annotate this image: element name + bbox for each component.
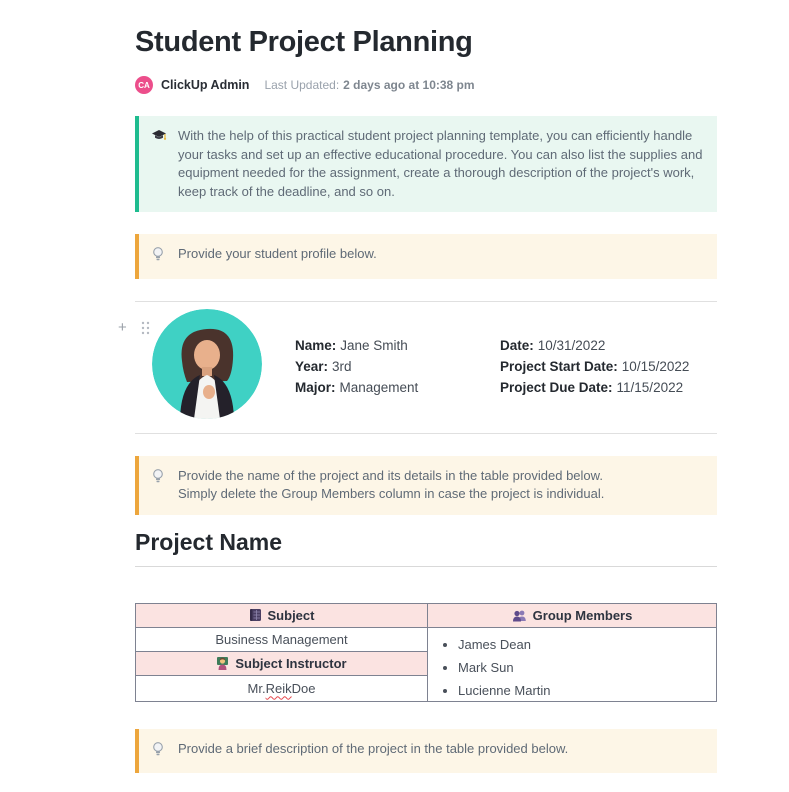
graduation-cap-icon: [151, 127, 178, 201]
group-members-list: [436, 633, 716, 702]
student-photo[interactable]: [152, 309, 262, 419]
group-member[interactable]: • Mark Sun: [458, 656, 716, 679]
book-icon: [249, 608, 262, 622]
table-header-subject[interactable]: Subject: [136, 604, 428, 628]
student-profile-section: [118, 305, 717, 433]
group-member[interactable]: • Lucienne Martin: [458, 679, 716, 702]
divider: [135, 433, 717, 434]
light-bulb-icon: [151, 740, 178, 763]
section-heading-project-name[interactable]: Project Name: [135, 529, 717, 567]
author-name[interactable]: ClickUp Admin: [161, 78, 250, 92]
callout-intro[interactable]: [135, 116, 717, 212]
profile-field: Year: 3rd: [295, 358, 352, 374]
last-updated-label: Last Updated:: [264, 78, 340, 92]
profile-fields[interactable]: [295, 335, 418, 398]
callout-project-tip-text: Provide the name of the project and its details in the table provided below. Simply delete the Group Members column in case the project is individual.: [178, 467, 605, 501]
author-avatar: CA: [135, 76, 153, 94]
table-header-group-members[interactable]: Group Members: [428, 604, 716, 628]
table-header-subject-instructor[interactable]: Subject Instructor: [136, 652, 428, 676]
profile-field: Major: Management: [295, 379, 419, 395]
table-cell-group-members[interactable]: [428, 628, 716, 701]
divider: [135, 301, 717, 302]
callout-project-tip[interactable]: [135, 456, 717, 515]
last-updated-value: 2 days ago at 10:38 pm: [343, 78, 475, 92]
callout-description-tip[interactable]: [135, 729, 717, 774]
callout-profile-tip[interactable]: [135, 234, 717, 279]
profile-date: Project Due Date: 11/15/2022: [500, 379, 684, 395]
teacher-icon: [216, 656, 229, 670]
light-bulb-icon: [151, 467, 178, 504]
callout-intro-text: With the help of this practical student project planning template, you can efficiently handle your tasks and set up an effective educational procedure. You can also list the supplies and equipment needed for the assignment, create a thorough description of the project's work, keep track of the deadline, and so on.: [178, 128, 703, 199]
page-title[interactable]: Student Project Planning: [135, 26, 473, 58]
project-table: [135, 603, 717, 702]
profile-dates[interactable]: [500, 335, 689, 398]
light-bulb-icon: [151, 245, 178, 268]
misspelled-word: Reik: [265, 680, 292, 696]
callout-profile-tip-text: Provide your student profile below.: [178, 246, 377, 261]
add-block-button[interactable]: +: [118, 318, 127, 336]
callout-description-tip-text: Provide a brief description of the project in the table provided below.: [178, 740, 569, 756]
profile-field: Name: Jane Smith: [295, 337, 408, 353]
table-cell-instructor-value[interactable]: Mr. Reik Doe: [136, 676, 428, 701]
drag-handle-icon[interactable]: [141, 321, 150, 340]
profile-date: Date: 10/31/2022: [500, 337, 606, 353]
document-page: [118, 26, 717, 773]
group-member[interactable]: • James Dean: [458, 633, 716, 656]
group-members-icon: [512, 609, 527, 622]
profile-date: Project Start Date: 10/15/2022: [500, 358, 690, 374]
table-cell-subject-value[interactable]: Business Management: [136, 628, 428, 652]
byline: [135, 76, 717, 94]
